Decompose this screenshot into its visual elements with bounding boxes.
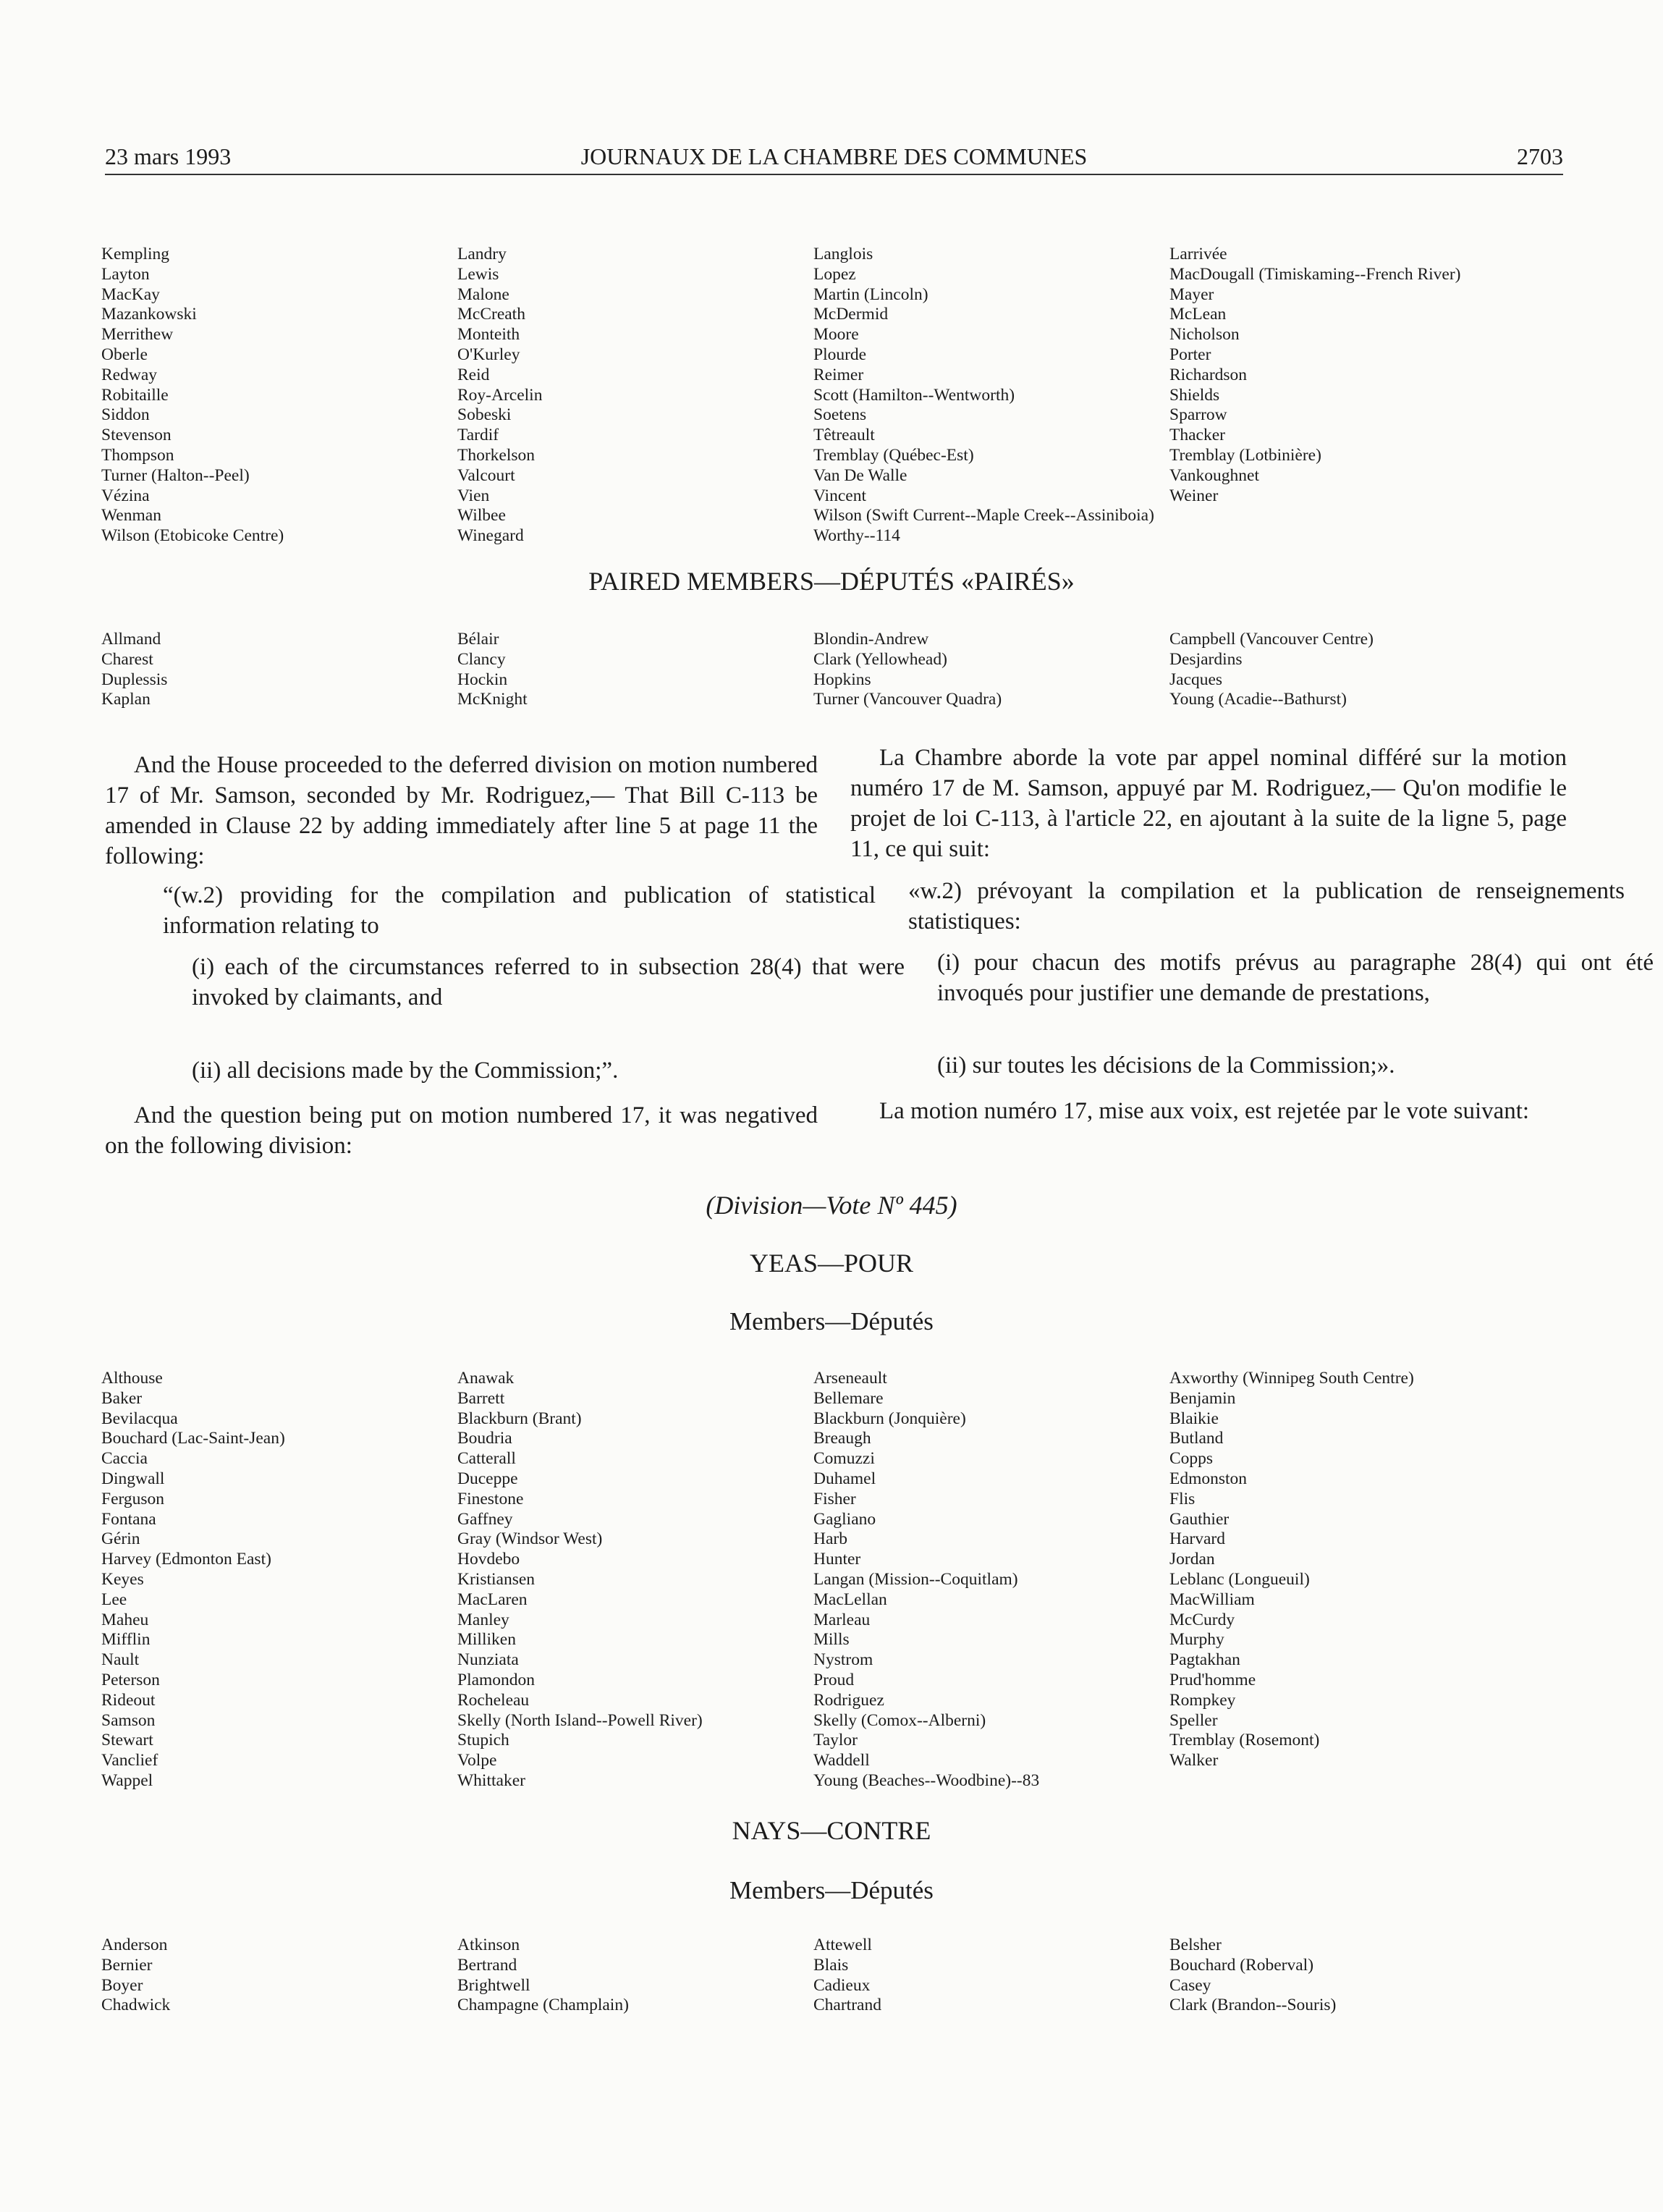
member-name: Blais bbox=[813, 1955, 849, 1975]
member-column bbox=[457, 1936, 813, 2016]
member-name: Clark (Brandon--Souris) bbox=[1169, 1996, 1337, 2015]
member-name: Lewis bbox=[457, 264, 499, 284]
member-name: McCurdy bbox=[1169, 1610, 1235, 1629]
member-name: Whittaker bbox=[457, 1770, 525, 1790]
member-name: Anderson bbox=[101, 1936, 168, 1954]
paired-member-list bbox=[101, 630, 1570, 710]
member-column bbox=[101, 245, 457, 546]
member-name: Kaplan bbox=[101, 690, 151, 709]
member-name: Chartrand bbox=[813, 1996, 881, 2015]
header-date: 23 mars 1993 bbox=[105, 143, 232, 169]
member-name: Blackburn (Brant) bbox=[457, 1409, 582, 1428]
member-name: Vézina bbox=[101, 486, 150, 505]
member-name: Young (Acadie--Bathurst) bbox=[1169, 690, 1347, 709]
nays-members-heading: Members—Députés bbox=[729, 1876, 934, 1904]
member-name: Attewell bbox=[813, 1936, 872, 1954]
member-name: Skelly (Comox--Alberni) bbox=[813, 1710, 986, 1730]
member-name: Stevenson bbox=[101, 426, 172, 445]
member-name: Nunziata bbox=[457, 1650, 519, 1670]
member-name: Clancy bbox=[457, 649, 506, 669]
member-name: Merrithew bbox=[101, 325, 174, 345]
english-motion-paragraph: And the House proceeded to the deferred division on motion numbered 17 of Mr. Samson, seconded by Mr. Rodriguez,— That Bill C-113 be amended in Clause 22 by adding immediately after line 5 at page 11 the following: bbox=[105, 752, 818, 869]
member-name: Bélair bbox=[457, 630, 499, 649]
member-name: Taylor bbox=[813, 1731, 858, 1750]
member-name: Landry bbox=[457, 245, 507, 263]
member-name: Allmand bbox=[101, 630, 161, 649]
member-name: Mayer bbox=[1169, 284, 1214, 304]
member-name: Fontana bbox=[101, 1509, 156, 1529]
member-name: Duplessis bbox=[101, 670, 168, 689]
member-name: Siddon bbox=[101, 405, 150, 425]
member-name: Benjamin bbox=[1169, 1388, 1236, 1408]
member-name: Jacques bbox=[1169, 670, 1223, 689]
member-name: Bouchard (Lac-Saint-Jean) bbox=[101, 1429, 285, 1448]
member-name: Breaugh bbox=[813, 1429, 871, 1448]
member-name: Dingwall bbox=[101, 1469, 165, 1488]
member-name: Malone bbox=[457, 284, 509, 304]
member-name: Harvard bbox=[1169, 1529, 1225, 1549]
member-name: Charest bbox=[101, 649, 153, 669]
member-name: Hopkins bbox=[813, 670, 871, 689]
member-name: Gauthier bbox=[1169, 1509, 1230, 1529]
header-journal-title: JOURNAUX DE LA CHAMBRE DES COMMUNES bbox=[580, 143, 1088, 169]
yeas-heading: YEAS—POUR bbox=[749, 1249, 914, 1278]
member-name: Worthy--114 bbox=[813, 526, 900, 546]
member-name: Tremblay (Québec-Est) bbox=[813, 445, 974, 465]
member-name: Langan (Mission--Coquitlam) bbox=[813, 1569, 1018, 1589]
english-result-paragraph: And the question being put on motion numbered 17, it was negatived on the following division: bbox=[105, 1102, 818, 1159]
member-name: Langlois bbox=[813, 245, 873, 263]
member-name: Bertrand bbox=[457, 1955, 517, 1975]
member-name: Reimer bbox=[813, 365, 864, 384]
member-name: Axworthy (Winnipeg South Centre) bbox=[1169, 1369, 1414, 1388]
member-name: McDermid bbox=[813, 305, 889, 324]
french-quote-item-i: (i) pour chacun des motifs prévus au paragraphe 28(4) qui ont été invoqués pour justifier une demande de prestations, bbox=[937, 950, 1654, 1006]
member-name: Nault bbox=[101, 1650, 140, 1670]
member-name: Richardson bbox=[1169, 365, 1248, 384]
member-name: Gray (Windsor West) bbox=[457, 1529, 603, 1549]
member-name: Plamondon bbox=[457, 1670, 536, 1689]
member-name: Samson bbox=[101, 1710, 156, 1730]
member-name: Reid bbox=[457, 365, 490, 384]
member-name: Chadwick bbox=[101, 1996, 171, 2015]
member-name: Gagliano bbox=[813, 1509, 876, 1529]
member-name: Edmonston bbox=[1169, 1469, 1248, 1488]
member-name: MacWilliam bbox=[1169, 1590, 1255, 1609]
member-name: Brightwell bbox=[457, 1975, 530, 1995]
member-column bbox=[813, 1936, 1169, 2016]
member-column bbox=[101, 630, 457, 710]
member-name: Casey bbox=[1169, 1975, 1211, 1995]
continued-member-list bbox=[101, 245, 1570, 546]
member-name: Mifflin bbox=[101, 1630, 151, 1650]
nays-member-list bbox=[101, 1936, 1570, 2016]
member-name: Stewart bbox=[101, 1731, 153, 1750]
member-name: Têtreault bbox=[813, 426, 875, 445]
member-name: Copps bbox=[1169, 1449, 1214, 1469]
member-name: Robitaille bbox=[101, 385, 169, 405]
member-name: Blondin-Andrew bbox=[813, 630, 929, 649]
member-name: Duhamel bbox=[813, 1469, 876, 1488]
header-rule bbox=[105, 174, 1563, 175]
member-name: Wilbee bbox=[457, 506, 506, 525]
member-name: Anawak bbox=[457, 1369, 515, 1388]
member-name: MacLaren bbox=[457, 1590, 528, 1609]
member-name: Vien bbox=[457, 486, 490, 505]
member-name: Fisher bbox=[813, 1489, 856, 1508]
member-name: Proud bbox=[813, 1670, 855, 1689]
member-name: Boudria bbox=[457, 1429, 512, 1448]
member-name: Turner (Halton--Peel) bbox=[101, 465, 250, 485]
member-name: Kempling bbox=[101, 245, 169, 263]
member-name: Walker bbox=[1169, 1751, 1219, 1770]
member-name: Milliken bbox=[457, 1630, 516, 1650]
header-page-number: 2703 bbox=[1517, 143, 1563, 169]
member-name: MacLellan bbox=[813, 1590, 887, 1609]
member-name: Comuzzi bbox=[813, 1449, 875, 1469]
french-motion-paragraph: La Chambre aborde la vote par appel nominal différé sur la motion numéro 17 de M. Samson, appuyé par M. Rodriguez,— Qu'on modifie le projet de loi C-113, à l'article 22, en ajoutant à la suite de la ligne 5, page 11, ce qui suit: bbox=[850, 745, 1567, 862]
member-name: Mills bbox=[813, 1630, 850, 1650]
division-label: (Division—Vote Nº 445) bbox=[706, 1191, 957, 1220]
member-name: Blackburn (Jonquière) bbox=[813, 1409, 966, 1428]
member-name: Duceppe bbox=[457, 1469, 518, 1488]
member-column bbox=[1169, 245, 1526, 546]
member-name: Bevilacqua bbox=[101, 1409, 178, 1428]
member-name: Flis bbox=[1169, 1489, 1196, 1508]
member-name: Wilson (Swift Current--Maple Creek--Assiniboia) bbox=[813, 506, 1154, 525]
member-name: McKnight bbox=[457, 690, 528, 709]
member-name: Gaffney bbox=[457, 1509, 513, 1529]
member-name: Soetens bbox=[813, 405, 867, 425]
member-name: Finestone bbox=[457, 1489, 524, 1508]
member-name: Peterson bbox=[101, 1670, 160, 1689]
member-name: Moore bbox=[813, 325, 859, 345]
member-name: Desjardins bbox=[1169, 649, 1243, 669]
member-name: Catterall bbox=[457, 1449, 516, 1469]
french-result-paragraph: La motion numéro 17, mise aux voix, est rejetée par le vote suivant: bbox=[879, 1098, 1530, 1124]
member-name: Bellemare bbox=[813, 1388, 884, 1408]
french-quote-item-ii: (ii) sur toutes les décisions de la Commission;». bbox=[937, 1052, 1395, 1078]
member-name: Blaikie bbox=[1169, 1409, 1219, 1428]
member-name: Rideout bbox=[101, 1690, 156, 1710]
member-column bbox=[813, 630, 1169, 710]
member-name: Althouse bbox=[101, 1369, 163, 1388]
member-column bbox=[457, 630, 813, 710]
member-name: Oberle bbox=[101, 345, 148, 364]
member-name: Scott (Hamilton--Wentworth) bbox=[813, 385, 1015, 405]
member-name: Thorkelson bbox=[457, 445, 536, 465]
member-name: Champagne (Champlain) bbox=[457, 1996, 629, 2015]
member-name: Roy-Arcelin bbox=[457, 385, 543, 405]
member-name: Volpe bbox=[457, 1751, 497, 1770]
member-name: Tremblay (Rosemont) bbox=[1169, 1731, 1320, 1750]
member-name: Tremblay (Lotbinière) bbox=[1169, 445, 1321, 465]
member-name: Bernier bbox=[101, 1955, 153, 1975]
member-name: O'Kurley bbox=[457, 345, 520, 364]
english-quote-w2: “(w.2) providing for the compilation and publication of statistical information relating to bbox=[163, 882, 876, 939]
member-name: Young (Beaches--Woodbine)--83 bbox=[813, 1770, 1040, 1790]
member-column bbox=[457, 245, 813, 546]
member-name: Pagtakhan bbox=[1169, 1650, 1240, 1670]
member-name: Belsher bbox=[1169, 1936, 1222, 1954]
member-name: Turner (Vancouver Quadra) bbox=[813, 690, 1002, 709]
member-name: Sparrow bbox=[1169, 405, 1227, 425]
member-column bbox=[1169, 1369, 1526, 1791]
member-name: Arseneault bbox=[813, 1369, 887, 1388]
member-name: Marleau bbox=[813, 1610, 871, 1629]
member-name: Bouchard (Roberval) bbox=[1169, 1955, 1314, 1975]
member-name: Valcourt bbox=[457, 465, 515, 485]
member-name: Hovdebo bbox=[457, 1550, 520, 1569]
member-name: Campbell (Vancouver Centre) bbox=[1169, 630, 1374, 649]
member-name: Rompkey bbox=[1169, 1690, 1236, 1710]
member-name: MacKay bbox=[101, 284, 160, 304]
member-name: Thacker bbox=[1169, 426, 1225, 445]
member-name: Harb bbox=[813, 1529, 847, 1549]
member-name: Cadieux bbox=[813, 1975, 871, 1995]
member-name: Skelly (North Island--Powell River) bbox=[457, 1710, 703, 1730]
member-name: Plourde bbox=[813, 345, 867, 364]
member-name: Layton bbox=[101, 264, 150, 284]
member-name: McLean bbox=[1169, 305, 1227, 324]
member-name: Hockin bbox=[457, 670, 508, 689]
member-name: Baker bbox=[101, 1388, 143, 1408]
member-name: Wilson (Etobicoke Centre) bbox=[101, 526, 284, 546]
member-name: Nystrom bbox=[813, 1650, 873, 1670]
member-name: Tardif bbox=[457, 426, 499, 445]
member-name: Larrivée bbox=[1169, 245, 1227, 263]
member-name: Atkinson bbox=[457, 1936, 520, 1954]
member-name: McCreath bbox=[457, 305, 525, 324]
member-name: Vincent bbox=[813, 486, 866, 505]
member-name: Butland bbox=[1169, 1429, 1224, 1448]
running-header bbox=[105, 143, 1563, 175]
member-name: Monteith bbox=[457, 325, 520, 345]
yeas-members-heading: Members—Députés bbox=[729, 1307, 934, 1335]
member-name: Rocheleau bbox=[457, 1690, 530, 1710]
nays-heading: NAYS—CONTRE bbox=[732, 1816, 931, 1845]
member-name: Thompson bbox=[101, 445, 174, 465]
member-name: Stupich bbox=[457, 1731, 509, 1750]
member-name: Waddell bbox=[813, 1751, 870, 1770]
member-name: Shields bbox=[1169, 385, 1220, 405]
french-quote-w2: «w.2) prévoyant la compilation et la publication de renseignements statistiques: bbox=[908, 878, 1625, 934]
english-quote-item-i: (i) each of the circumstances referred to in subsection 28(4) that were invoked by claimants, and bbox=[192, 954, 905, 1010]
yeas-member-list bbox=[101, 1369, 1570, 1791]
paired-members-heading: PAIRED MEMBERS—DÉPUTÉS «PAIRÉS» bbox=[588, 567, 1075, 596]
member-column bbox=[101, 1936, 457, 2016]
member-column bbox=[1169, 1936, 1526, 2016]
member-name: Mazankowski bbox=[101, 305, 197, 324]
member-name: Prud'homme bbox=[1169, 1670, 1256, 1689]
member-name: Leblanc (Longueuil) bbox=[1169, 1569, 1310, 1589]
member-column bbox=[457, 1369, 813, 1791]
member-name: Manley bbox=[457, 1610, 509, 1629]
member-name: Ferguson bbox=[101, 1489, 165, 1508]
member-name: Boyer bbox=[101, 1975, 143, 1995]
member-name: Gérin bbox=[101, 1529, 140, 1549]
member-column bbox=[813, 1369, 1169, 1791]
member-column bbox=[101, 1369, 457, 1791]
member-name: Speller bbox=[1169, 1710, 1218, 1730]
member-name: Rodriguez bbox=[813, 1690, 884, 1710]
member-name: Jordan bbox=[1169, 1550, 1215, 1569]
member-name: Vankoughnet bbox=[1169, 465, 1260, 485]
member-name: Porter bbox=[1169, 345, 1211, 364]
member-name: Maheu bbox=[101, 1610, 149, 1629]
member-name: MacDougall (Timiskaming--French River) bbox=[1169, 264, 1461, 284]
member-name: Wenman bbox=[101, 506, 161, 525]
member-name: Van De Walle bbox=[813, 465, 907, 485]
member-column bbox=[1169, 630, 1526, 710]
member-name: Sobeski bbox=[457, 405, 512, 425]
member-name: Winegard bbox=[457, 526, 524, 546]
member-name: Murphy bbox=[1169, 1630, 1224, 1650]
member-name: Kristiansen bbox=[457, 1569, 536, 1589]
english-quote-item-ii: (ii) all decisions made by the Commission;”. bbox=[192, 1058, 619, 1084]
member-name: Redway bbox=[101, 365, 158, 384]
member-name: Lopez bbox=[813, 264, 856, 284]
member-name: Keyes bbox=[101, 1569, 144, 1589]
member-column bbox=[813, 245, 1169, 546]
member-name: Clark (Yellowhead) bbox=[813, 649, 947, 669]
member-name: Barrett bbox=[457, 1388, 505, 1408]
member-name: Caccia bbox=[101, 1449, 148, 1469]
member-name: Hunter bbox=[813, 1550, 861, 1569]
member-name: Martin (Lincoln) bbox=[813, 284, 928, 304]
member-name: Vanclief bbox=[101, 1751, 158, 1770]
member-name: Harvey (Edmonton East) bbox=[101, 1550, 271, 1569]
member-name: Nicholson bbox=[1169, 325, 1240, 345]
member-name: Wappel bbox=[101, 1770, 153, 1790]
member-name: Lee bbox=[101, 1590, 127, 1609]
member-name: Weiner bbox=[1169, 486, 1219, 505]
